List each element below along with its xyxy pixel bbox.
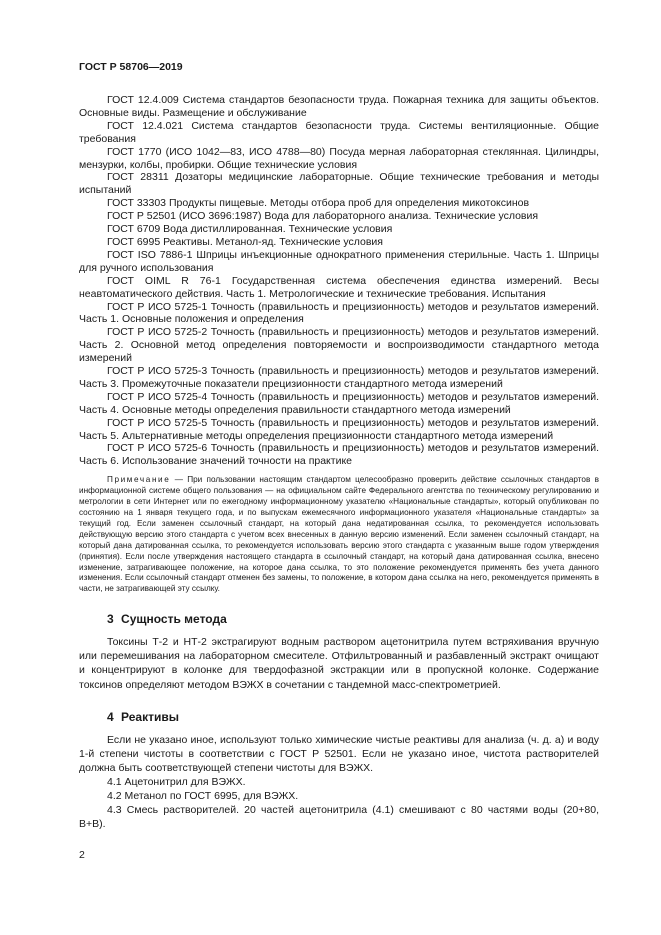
section-4-number: 4 [107,709,114,724]
reference-item: ГОСТ 1770 (ИСО 1042—83, ИСО 4788—80) Посуда мерная лабораторная стеклянная. Цилиндры, мензурки, колбы, пробирки. Общие технические условия [79,145,599,171]
section-4-paragraph: Если не указано иное, используют только химические чистые реактивы для анализа (ч. д. а) и воду 1-й степени чистоты в соответствии с ГОСТ Р 52501. Если не указано иное, чистота растворителей должна быть соответствующей степени чистоты для ВЭЖХ. [79,733,599,774]
note-label: Примечание [107,475,171,485]
section-4-title: Реактивы [121,709,179,724]
section-4-heading [79,710,599,724]
section-3-heading [79,612,599,626]
normative-references-list [79,94,599,468]
reference-item: ГОСТ Р 52501 (ИСО 3696:1987) Вода для лабораторного анализа. Технические условия [107,210,539,223]
reference-item: ГОСТ 12.4.021 Система стандартов безопасности труда. Системы вентиляционные. Общие требования [79,119,599,145]
reference-item: ГОСТ OIML R 76-1 Государственная система обеспечения единства измерений. Весы неавтоматического действия. Часть 1. Метрологические и технические требования. Испытания [79,274,599,300]
reference-item: ГОСТ Р ИСО 5725-5 Точность (правильность и прецизионность) методов и результатов измерений. Часть 5. Альтернативные методы определения прецизионности стандартного метода измерений [79,416,599,442]
page-content [79,94,599,831]
reference-item: ГОСТ Р ИСО 5725-3 Точность (правильность и прецизионность) методов и результатов измерений. Часть 3. Промежуточные показатели прецизионности стандартного метода измерений [79,365,599,390]
reference-item: ГОСТ ISO 7886-1 Шприцы инъекционные однократного применения стерильные. Часть 1. Шприцы для ручного использования [79,248,599,274]
reference-item: ГОСТ 6995 Реактивы. Метанол-яд. Технические условия [107,235,383,248]
reference-item: ГОСТ 6709 Вода дистиллированная. Технические условия [107,223,393,236]
section-3-number: 3 [107,612,114,627]
reference-item: ГОСТ 33303 Продукты пищевые. Методы отбора проб для определения микотоксинов [107,197,530,210]
section-3-paragraph: Токсины Т-2 и НТ-2 экстрагируют водным раствором ацетонитрила путем встряхивания вручную или перемешивания на лабораторном смесителе. Отфильтрованный и разбавленный экстракт очищают и концентрируют в колонке для твердофазной экстракции или в пропускной колонке. Содержание токсинов определяют методом ВЭЖХ в сочетании с тандемной масс-спектрометрией. [79,636,599,691]
reference-item: ГОСТ 28311 Дозаторы медицинские лабораторные. Общие технические требования и методы испытаний [79,171,599,197]
section-4-item: 4.2 Метанол по ГОСТ 6995, для ВЭЖХ. [107,790,299,802]
reference-item: ГОСТ Р ИСО 5725-6 Точность (правильность и прецизионность) методов и результатов измерений. Часть 6. Использование значений точности на практике [79,442,599,468]
section-4-item: 4.3 Смесь растворителей. 20 частей ацетонитрила (4.1) смешивают с 80 частями воды (20+80, В+В). [79,804,599,831]
section-3-title: Сущность метода [121,612,227,627]
reference-item: ГОСТ Р ИСО 5725-4 Точность (правильность и прецизионность) методов и результатов измерений. Часть 4. Основные методы определения правильности стандартного метода измерений [79,390,599,416]
reference-item: ГОСТ Р ИСО 5725-1 Точность (правильность и прецизионность) методов и результатов измерений. Часть 1. Основные положения и определения [79,300,599,326]
document-header: ГОСТ Р 58706—2019 [79,61,183,73]
reference-note [79,475,599,595]
reference-item: ГОСТ 12.4.009 Система стандартов безопасности труда. Пожарная техника для защиты объектов. Основные виды. Размещение и обслуживание [79,94,599,119]
section-4-item: 4.1 Ацетонитрил для ВЭЖХ. [107,775,246,788]
page-number: 2 [79,849,85,861]
reference-item: ГОСТ Р ИСО 5725-2 Точность (правильность и прецизионность) методов и результатов измерений. Часть 2. Основной метод определения повторяемости и воспроизводимости стандартного метода измерений [79,326,599,365]
note-text: — При пользовании настоящим стандартом целесообразно проверить действие ссылочных стандартов в информационной системе общего пользования — на официальном сайте Федерального агентства по техническому регулированию и метрологии в сети Интернет или по ежегодному информационному указателю «Национальные стандарты», который опубликован по состоянию на 1 января текущего года, и по выпускам ежемесячного информационного указателя «Национальные стандарты» за текущий год. Если заменен ссылочный стандарт, на который дана недатированная ссылка, то рекомендуется использовать действующую версию этого стандарта с учетом всех внесенных в данную версию изменений. Если заменен ссылочный стандарт, на который дана датированная ссылка, то рекомендуется использовать версию этого стандарта с указанным выше годом утверждения (принятия). Если после утверждения настоящего стандарта в ссылочный стандарт, на который дана датированная ссылка, внесено изменение, затрагивающее положение, на которое дана ссылка, то это положение рекомендуется применять без учета данного изменения. Если ссылочный стандарт отменен без замены, то положение, в котором дана ссылка на него, рекомендуется применять в части, не затрагивающей эту ссылку. [79,475,599,594]
